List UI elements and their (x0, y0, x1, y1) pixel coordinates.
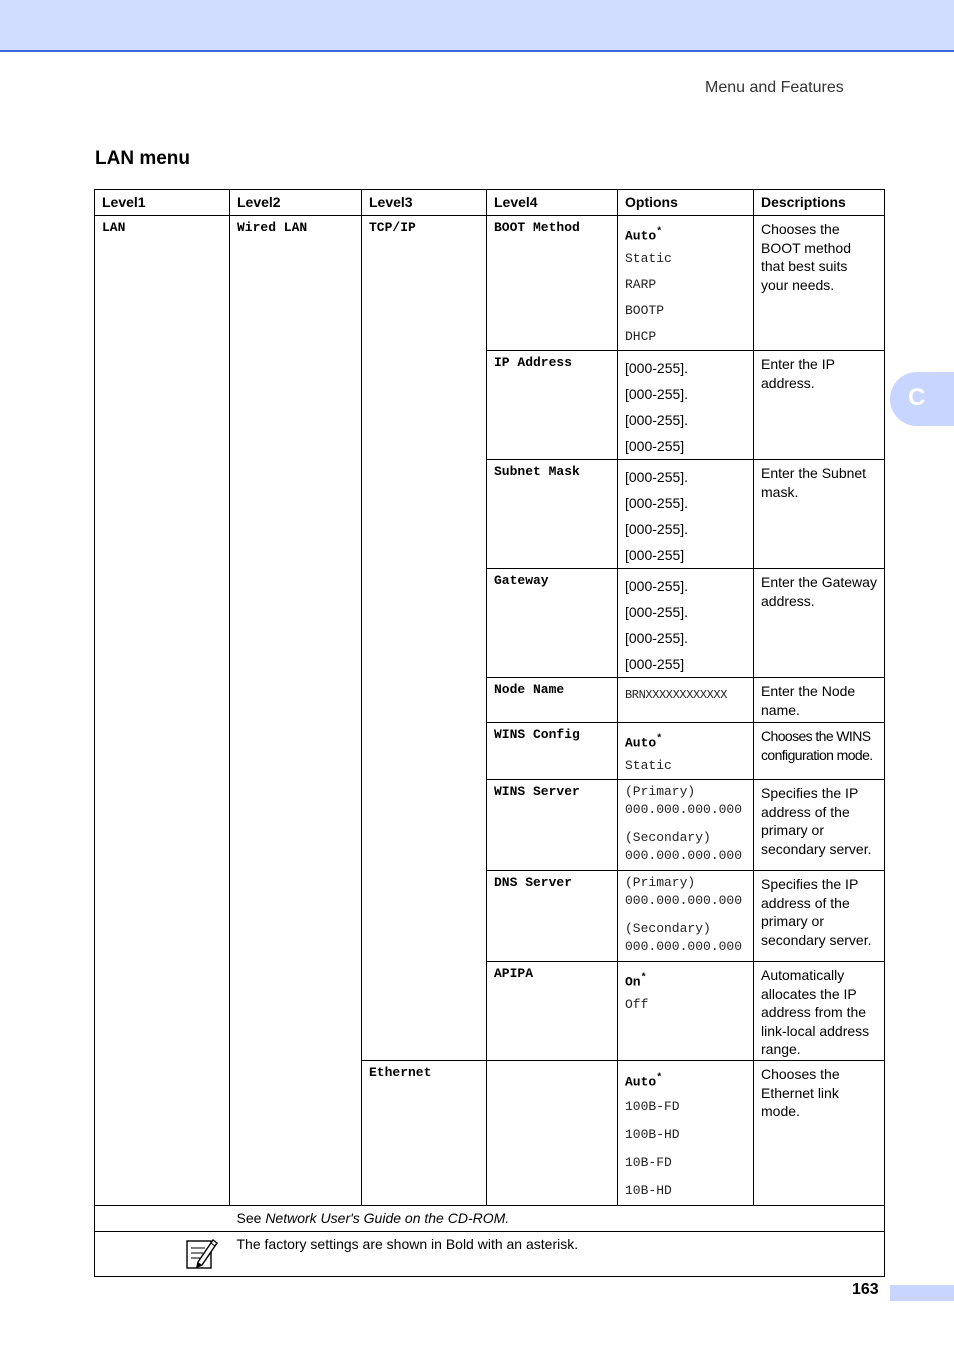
header-level3: Level3 (362, 190, 487, 216)
level3-ethernet-cell: Ethernet (362, 1061, 487, 1206)
page-number: 163 (852, 1281, 879, 1298)
level1-cell: LAN (95, 216, 230, 1206)
description-cell: Enter the Node name. (754, 678, 885, 723)
option: 100B-FD (625, 1099, 680, 1114)
option: [000-255]. (625, 495, 689, 511)
section-title: LAN menu (95, 148, 190, 169)
description-cell: Automatically allocates the IP address from the link-local address range. (754, 962, 885, 1061)
option: RARP (625, 277, 657, 292)
option: [000-255]. (625, 578, 689, 594)
option: [000-255]. (625, 521, 689, 537)
option: Static (625, 251, 672, 266)
primary-server-option: (Primary) 000.000.000.000 (625, 784, 743, 817)
level4-cell: WINS Config (487, 723, 618, 780)
description-cell: Enter the Gateway address. (754, 569, 885, 678)
options-cell (618, 1061, 754, 1206)
option: [000-255] (625, 438, 685, 454)
description-cell: Enter the IP address. (754, 351, 885, 460)
option: 10B-FD (625, 1155, 672, 1170)
level4-cell: Subnet Mask (487, 460, 618, 569)
options-cell (618, 351, 754, 460)
options-cell (618, 678, 754, 723)
page-number-bar (890, 1285, 954, 1301)
option: [000-255]. (625, 386, 689, 402)
note-pencil-icon (185, 1236, 219, 1270)
option: [000-255]. (625, 360, 689, 376)
option-default: On* (625, 973, 647, 990)
option-default: Auto* (625, 227, 663, 244)
description-cell: Specifies the IP address of the primary or secondary server. (754, 871, 885, 962)
header-level2: Level2 (230, 190, 362, 216)
header-options: Options (618, 190, 754, 216)
option: [000-255]. (625, 412, 689, 428)
description-cell: Enter the Subnet mask. (754, 460, 885, 569)
description-cell: Chooses the Ethernet link mode. (754, 1061, 885, 1206)
option: DHCP (625, 329, 657, 344)
description-cell: Chooses the WINS configuration mode. (754, 723, 885, 780)
header-level4: Level4 (487, 190, 618, 216)
header-descriptions: Descriptions (754, 190, 885, 216)
options-cell (618, 780, 754, 871)
see-note-row (95, 1206, 885, 1232)
level4-cell: WINS Server (487, 780, 618, 871)
option-default: Auto* (625, 1073, 663, 1090)
option: [000-255] (625, 547, 685, 563)
factory-note: The factory settings are shown in Bold with an asterisk. (230, 1232, 885, 1277)
option: [000-255]. (625, 604, 689, 620)
option: BRNXXXXXXXXXXXX (625, 688, 728, 702)
option: BOOTP (625, 303, 665, 318)
description-cell: Specifies the IP address of the primary or secondary server. (754, 780, 885, 871)
lan-menu-table (94, 189, 885, 1277)
table-row (95, 216, 885, 351)
running-head: Menu and Features (705, 79, 844, 96)
option: Off (625, 997, 649, 1012)
level4-cell: Node Name (487, 678, 618, 723)
option: [000-255]. (625, 630, 689, 646)
level4-cell: IP Address (487, 351, 618, 460)
see-note: See Network User's Guide on the CD-ROM. (230, 1206, 885, 1232)
header-level1: Level1 (95, 190, 230, 216)
options-cell (618, 460, 754, 569)
level4-cell: APIPA (487, 962, 618, 1061)
option-default: Auto* (625, 734, 663, 751)
level4-cell: Gateway (487, 569, 618, 678)
options-cell (618, 962, 754, 1061)
factory-note-row (95, 1232, 885, 1277)
chapter-tab (890, 372, 954, 426)
primary-server-option: (Primary) 000.000.000.000 (625, 875, 743, 908)
options-cell (618, 723, 754, 780)
level3-tcpip-cell: TCP/IP (362, 216, 487, 1061)
options-cell (618, 569, 754, 678)
option: [000-255]. (625, 469, 689, 485)
table-header-row (95, 190, 885, 216)
header-band (0, 0, 954, 52)
option: 10B-HD (625, 1183, 672, 1198)
secondary-server-option: (Secondary) 000.000.000.000 (625, 921, 743, 954)
chapter-tab-label: C (908, 384, 926, 411)
level4-cell: DNS Server (487, 871, 618, 962)
level4-empty-cell (487, 1061, 618, 1206)
option: Static (625, 758, 672, 773)
options-cell (618, 216, 754, 351)
options-cell (618, 871, 754, 962)
secondary-server-option: (Secondary) 000.000.000.000 (625, 830, 743, 863)
level4-cell: BOOT Method (487, 216, 618, 351)
level2-cell: Wired LAN (230, 216, 362, 1206)
option: [000-255] (625, 656, 685, 672)
option: 100B-HD (625, 1127, 680, 1142)
description-cell: Chooses the BOOT method that best suits your needs. (754, 216, 885, 351)
